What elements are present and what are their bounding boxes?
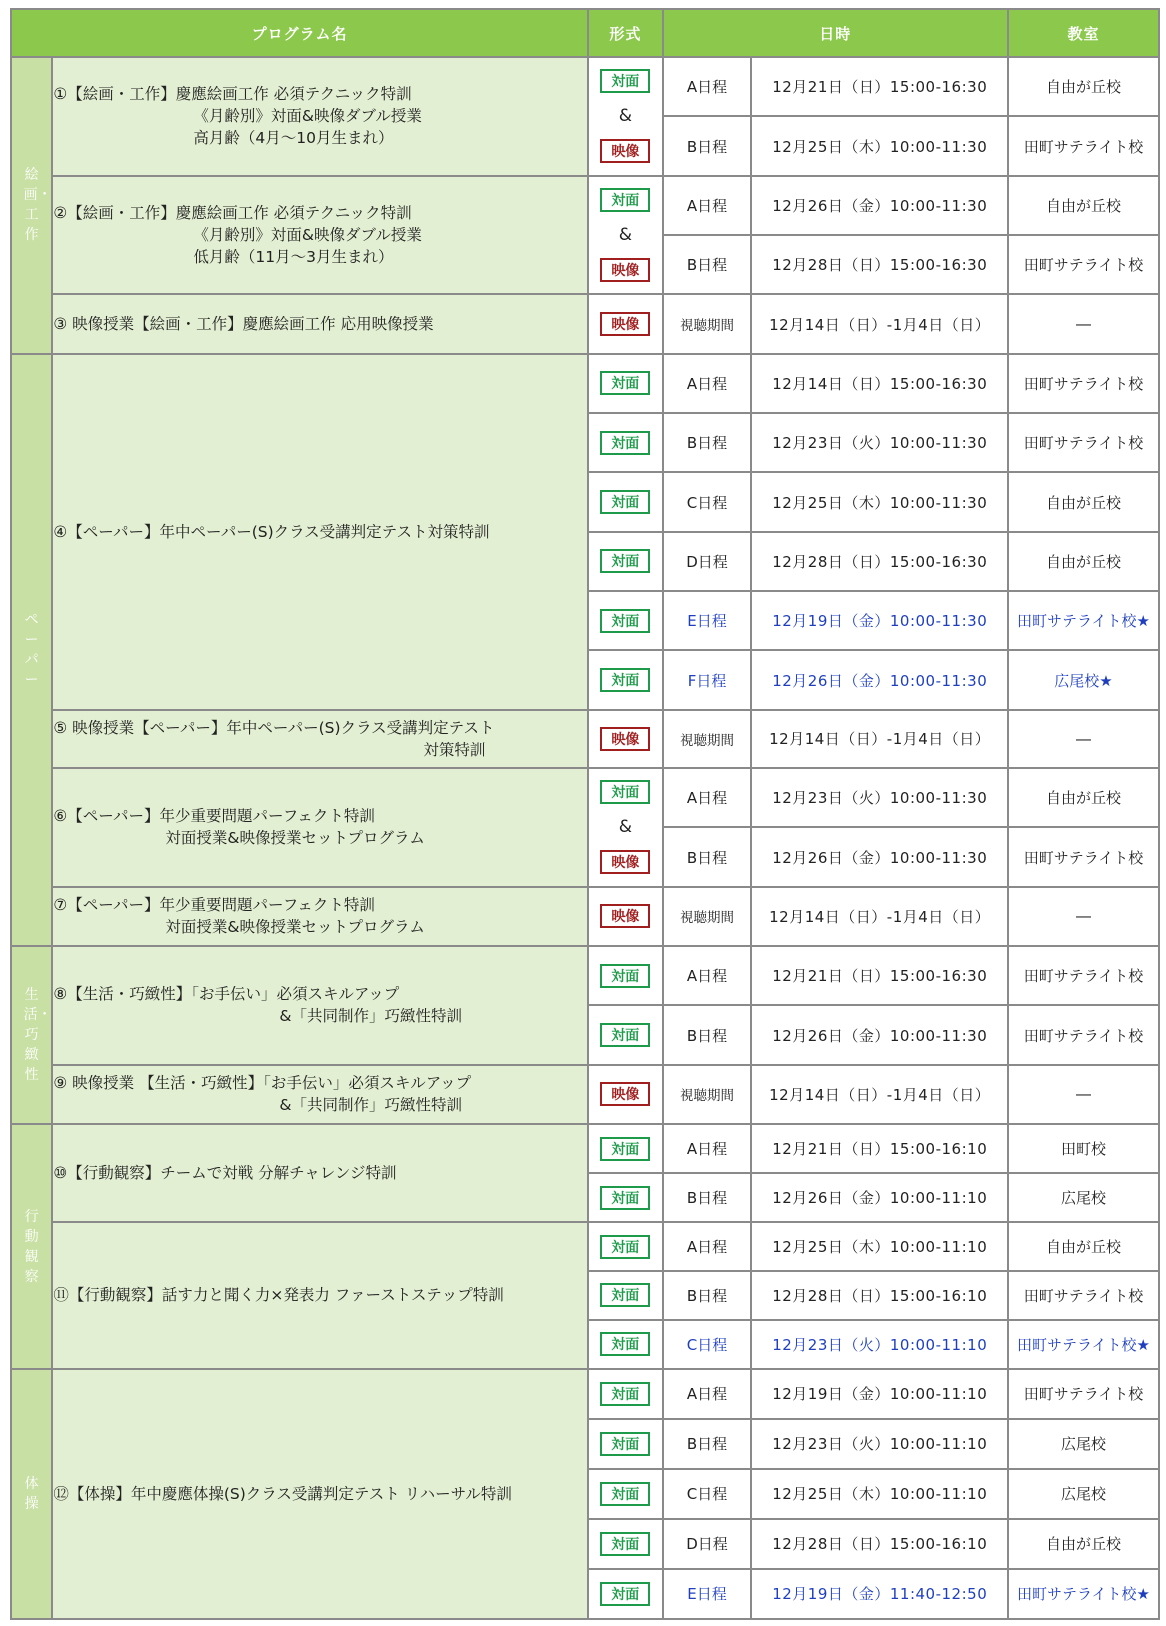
format-cell (588, 294, 662, 353)
session-date: 12月19日（金）10:00-11:30 (751, 591, 1007, 650)
format-cell (588, 176, 662, 295)
session-label: B日程 (663, 235, 752, 294)
session-date: 12月28日（日）15:00-16:10 (751, 1519, 1007, 1569)
session-label: 視聴期間 (663, 1065, 752, 1124)
category-art: 絵画・工作 (11, 57, 52, 354)
session-date: 12月26日（金）10:00-11:30 (751, 1005, 1007, 1064)
session-date: 12月14日（日）-1月4日（日） (751, 710, 1007, 768)
session-date: 12月19日（金）11:40-12:50 (751, 1569, 1007, 1619)
session-label: B日程 (663, 413, 752, 472)
format-cell (588, 1419, 662, 1469)
format-cell (588, 472, 662, 531)
session-room: 広尾校 (1008, 1173, 1159, 1222)
session-date: 12月23日（火）10:00-11:10 (751, 1419, 1007, 1469)
session-date: 12月25日（木）10:00-11:10 (751, 1469, 1007, 1519)
session-date: 12月14日（日）-1月4日（日） (751, 294, 1007, 353)
session-room: 田町サテライト校 (1008, 116, 1159, 175)
face-badge: 対面 (600, 780, 650, 804)
session-room: 広尾校 (1008, 1469, 1159, 1519)
header-datetime: 日時 (663, 9, 1008, 57)
program-6: ⑥【ペーパー】年少重要問題パーフェクト特訓 対面授業&映像授業セットプログラム (52, 768, 588, 887)
category-behavior: 行動観察 (11, 1124, 52, 1369)
session-room: 田町サテライト校 (1008, 1369, 1159, 1419)
session-label: B日程 (663, 827, 752, 886)
session-room: 田町サテライト校 (1008, 1271, 1159, 1320)
session-label: 視聴期間 (663, 710, 752, 768)
format-cell (588, 1469, 662, 1519)
session-room: 田町サテライト校★ (1008, 1320, 1159, 1369)
table-row (11, 1369, 1159, 1419)
session-date: 12月14日（日）-1月4日（日） (751, 887, 1007, 946)
session-date: 12月23日（火）10:00-11:30 (751, 413, 1007, 472)
session-label: A日程 (663, 768, 752, 827)
format-cell (588, 1005, 662, 1064)
session-room: 自由が丘校 (1008, 532, 1159, 591)
header-row (11, 9, 1159, 57)
session-date: 12月14日（日）15:00-16:30 (751, 354, 1007, 413)
format-cell (588, 532, 662, 591)
session-date: 12月21日（日）15:00-16:30 (751, 946, 1007, 1005)
program-4: ④【ペーパー】年中ペーパー(S)クラス受講判定テスト対策特訓 (52, 354, 588, 710)
format-cell (588, 591, 662, 650)
session-date: 12月28日（日）15:00-16:30 (751, 235, 1007, 294)
format-cell (588, 1124, 662, 1173)
session-label: A日程 (663, 1222, 752, 1271)
session-date: 12月23日（火）10:00-11:10 (751, 1320, 1007, 1369)
session-room: 広尾校 (1008, 1419, 1159, 1469)
face-badge: 対面 (600, 1532, 650, 1556)
table-row (11, 354, 1159, 413)
session-room: 自由が丘校 (1008, 472, 1159, 531)
session-label: A日程 (663, 176, 752, 235)
format-cell (588, 768, 662, 887)
session-label: 視聴期間 (663, 294, 752, 353)
table-row (11, 887, 1159, 946)
table-row (11, 294, 1159, 353)
session-date: 12月26日（金）10:00-11:10 (751, 1173, 1007, 1222)
video-badge: 映像 (600, 850, 650, 874)
session-room: 田町サテライト校 (1008, 413, 1159, 472)
session-room: 広尾校★ (1008, 650, 1159, 709)
session-label: B日程 (663, 1173, 752, 1222)
session-room: 自由が丘校 (1008, 176, 1159, 235)
session-label: B日程 (663, 116, 752, 175)
face-badge: 対面 (600, 1137, 650, 1161)
face-badge: 対面 (600, 69, 650, 93)
session-label: A日程 (663, 946, 752, 1005)
format-cell (588, 1222, 662, 1271)
format-cell (588, 1369, 662, 1419)
video-badge: 映像 (600, 1082, 650, 1106)
format-cell (588, 946, 662, 1005)
session-date: 12月28日（日）15:00-16:10 (751, 1271, 1007, 1320)
format-cell (588, 650, 662, 709)
face-badge: 対面 (600, 1382, 650, 1406)
session-date: 12月14日（日）-1月4日（日） (751, 1065, 1007, 1124)
session-room: 田町サテライト校★ (1008, 591, 1159, 650)
program-2: ②【絵画・工作】慶應絵画工作 必須テクニック特訓 《月齢別》対面&映像ダブル授業 低月齢（11月～3月生まれ） (52, 176, 588, 295)
session-room: 田町サテライト校 (1008, 1005, 1159, 1064)
session-date: 12月25日（木）10:00-11:30 (751, 472, 1007, 531)
schedule-table-wrapper (10, 8, 1160, 1620)
face-badge: 対面 (600, 1582, 650, 1606)
face-badge: 対面 (600, 964, 650, 988)
session-label: C日程 (663, 1320, 752, 1369)
amp-sign: & (618, 106, 632, 127)
face-badge: 対面 (600, 371, 650, 395)
table-row (11, 710, 1159, 768)
table-row (11, 57, 1159, 116)
program-9: ⑨ 映像授業 【生活・巧緻性】「お手伝い」必須スキルアップ &「共同制作」巧緻性特訓 (52, 1065, 588, 1124)
program-5: ⑤ 映像授業【ペーパー】年中ペーパー(S)クラス受講判定テスト 対策特訓 (52, 710, 588, 768)
format-cell (588, 413, 662, 472)
session-date: 12月19日（金）10:00-11:10 (751, 1369, 1007, 1419)
face-badge: 対面 (600, 1432, 650, 1456)
format-cell (588, 1569, 662, 1619)
face-badge: 対面 (600, 431, 650, 455)
session-date: 12月25日（木）10:00-11:10 (751, 1222, 1007, 1271)
session-room: 自由が丘校 (1008, 768, 1159, 827)
session-room: 田町サテライト校 (1008, 946, 1159, 1005)
header-format: 形式 (588, 9, 662, 57)
program-1: ①【絵画・工作】慶應絵画工作 必須テクニック特訓 《月齢別》対面&映像ダブル授業 高月齢（4月～10月生まれ） (52, 57, 588, 176)
program-7: ⑦【ペーパー】年少重要問題パーフェクト特訓 対面授業&映像授業セットプログラム (52, 887, 588, 946)
face-badge: 対面 (600, 1283, 650, 1307)
session-room: ― (1008, 887, 1159, 946)
session-label: A日程 (663, 354, 752, 413)
face-badge: 対面 (600, 490, 650, 514)
face-badge: 対面 (600, 1235, 650, 1259)
program-12: ⑫【体操】年中慶應体操(S)クラス受講判定テスト リハーサル特訓 (52, 1369, 588, 1619)
video-badge: 映像 (600, 139, 650, 163)
session-label: C日程 (663, 472, 752, 531)
session-label: F日程 (663, 650, 752, 709)
session-label: D日程 (663, 532, 752, 591)
face-badge: 対面 (600, 1482, 650, 1506)
format-cell (588, 354, 662, 413)
session-label: A日程 (663, 57, 752, 116)
session-label: B日程 (663, 1419, 752, 1469)
face-badge: 対面 (600, 549, 650, 573)
format-cell (588, 710, 662, 768)
format-cell (588, 1320, 662, 1369)
session-room: 自由が丘校 (1008, 1519, 1159, 1569)
session-date: 12月21日（日）15:00-16:10 (751, 1124, 1007, 1173)
header-program: プログラム名 (11, 9, 588, 57)
session-label: 視聴期間 (663, 887, 752, 946)
face-badge: 対面 (600, 1332, 650, 1356)
session-date: 12月25日（木）10:00-11:30 (751, 116, 1007, 175)
format-cell (588, 1271, 662, 1320)
schedule-table (10, 8, 1160, 1620)
video-badge: 映像 (600, 904, 650, 928)
session-date: 12月21日（日）15:00-16:30 (751, 57, 1007, 116)
category-paper: ペーパー (11, 354, 52, 946)
session-room: 田町サテライト校★ (1008, 1569, 1159, 1619)
session-label: E日程 (663, 591, 752, 650)
session-label: D日程 (663, 1519, 752, 1569)
face-badge: 対面 (600, 668, 650, 692)
format-cell (588, 1065, 662, 1124)
header-room: 教室 (1008, 9, 1159, 57)
session-date: 12月26日（金）10:00-11:30 (751, 176, 1007, 235)
face-badge: 対面 (600, 1023, 650, 1047)
session-date: 12月28日（日）15:00-16:30 (751, 532, 1007, 591)
session-room: 田町校 (1008, 1124, 1159, 1173)
session-room: 自由が丘校 (1008, 1222, 1159, 1271)
table-row (11, 1222, 1159, 1271)
table-row (11, 1065, 1159, 1124)
session-room: 田町サテライト校 (1008, 827, 1159, 886)
face-badge: 対面 (600, 188, 650, 212)
session-room: 田町サテライト校 (1008, 354, 1159, 413)
program-8: ⑧【生活・巧緻性】「お手伝い」必須スキルアップ &「共同制作」巧緻性特訓 (52, 946, 588, 1065)
session-room: ― (1008, 710, 1159, 768)
category-life: 生活・巧緻性 (11, 946, 52, 1124)
session-date: 12月23日（火）10:00-11:30 (751, 768, 1007, 827)
session-label: E日程 (663, 1569, 752, 1619)
program-10: ⑩【行動観察】チームで対戦 分解チャレンジ特訓 (52, 1124, 588, 1222)
format-cell (588, 57, 662, 176)
video-badge: 映像 (600, 727, 650, 751)
table-row (11, 946, 1159, 1005)
session-date: 12月26日（金）10:00-11:30 (751, 650, 1007, 709)
session-date: 12月26日（金）10:00-11:30 (751, 827, 1007, 886)
session-room: ― (1008, 294, 1159, 353)
category-gym: 体操 (11, 1369, 52, 1619)
session-room: 自由が丘校 (1008, 57, 1159, 116)
amp-sign: & (618, 225, 632, 246)
face-badge: 対面 (600, 1186, 650, 1210)
format-cell (588, 887, 662, 946)
session-label: B日程 (663, 1005, 752, 1064)
table-row (11, 1124, 1159, 1173)
program-3: ③ 映像授業【絵画・工作】慶應絵画工作 応用映像授業 (52, 294, 588, 353)
video-badge: 映像 (600, 312, 650, 336)
video-badge: 映像 (600, 258, 650, 282)
session-label: B日程 (663, 1271, 752, 1320)
table-row (11, 176, 1159, 235)
session-room: ― (1008, 1065, 1159, 1124)
table-row (11, 768, 1159, 827)
program-11: ⑪【行動観察】話す力と聞く力×発表力 ファーストステップ特訓 (52, 1222, 588, 1369)
format-cell (588, 1173, 662, 1222)
session-label: A日程 (663, 1369, 752, 1419)
session-room: 田町サテライト校 (1008, 235, 1159, 294)
session-label: C日程 (663, 1469, 752, 1519)
session-label: A日程 (663, 1124, 752, 1173)
face-badge: 対面 (600, 609, 650, 633)
amp-sign: & (618, 817, 632, 838)
format-cell (588, 1519, 662, 1569)
